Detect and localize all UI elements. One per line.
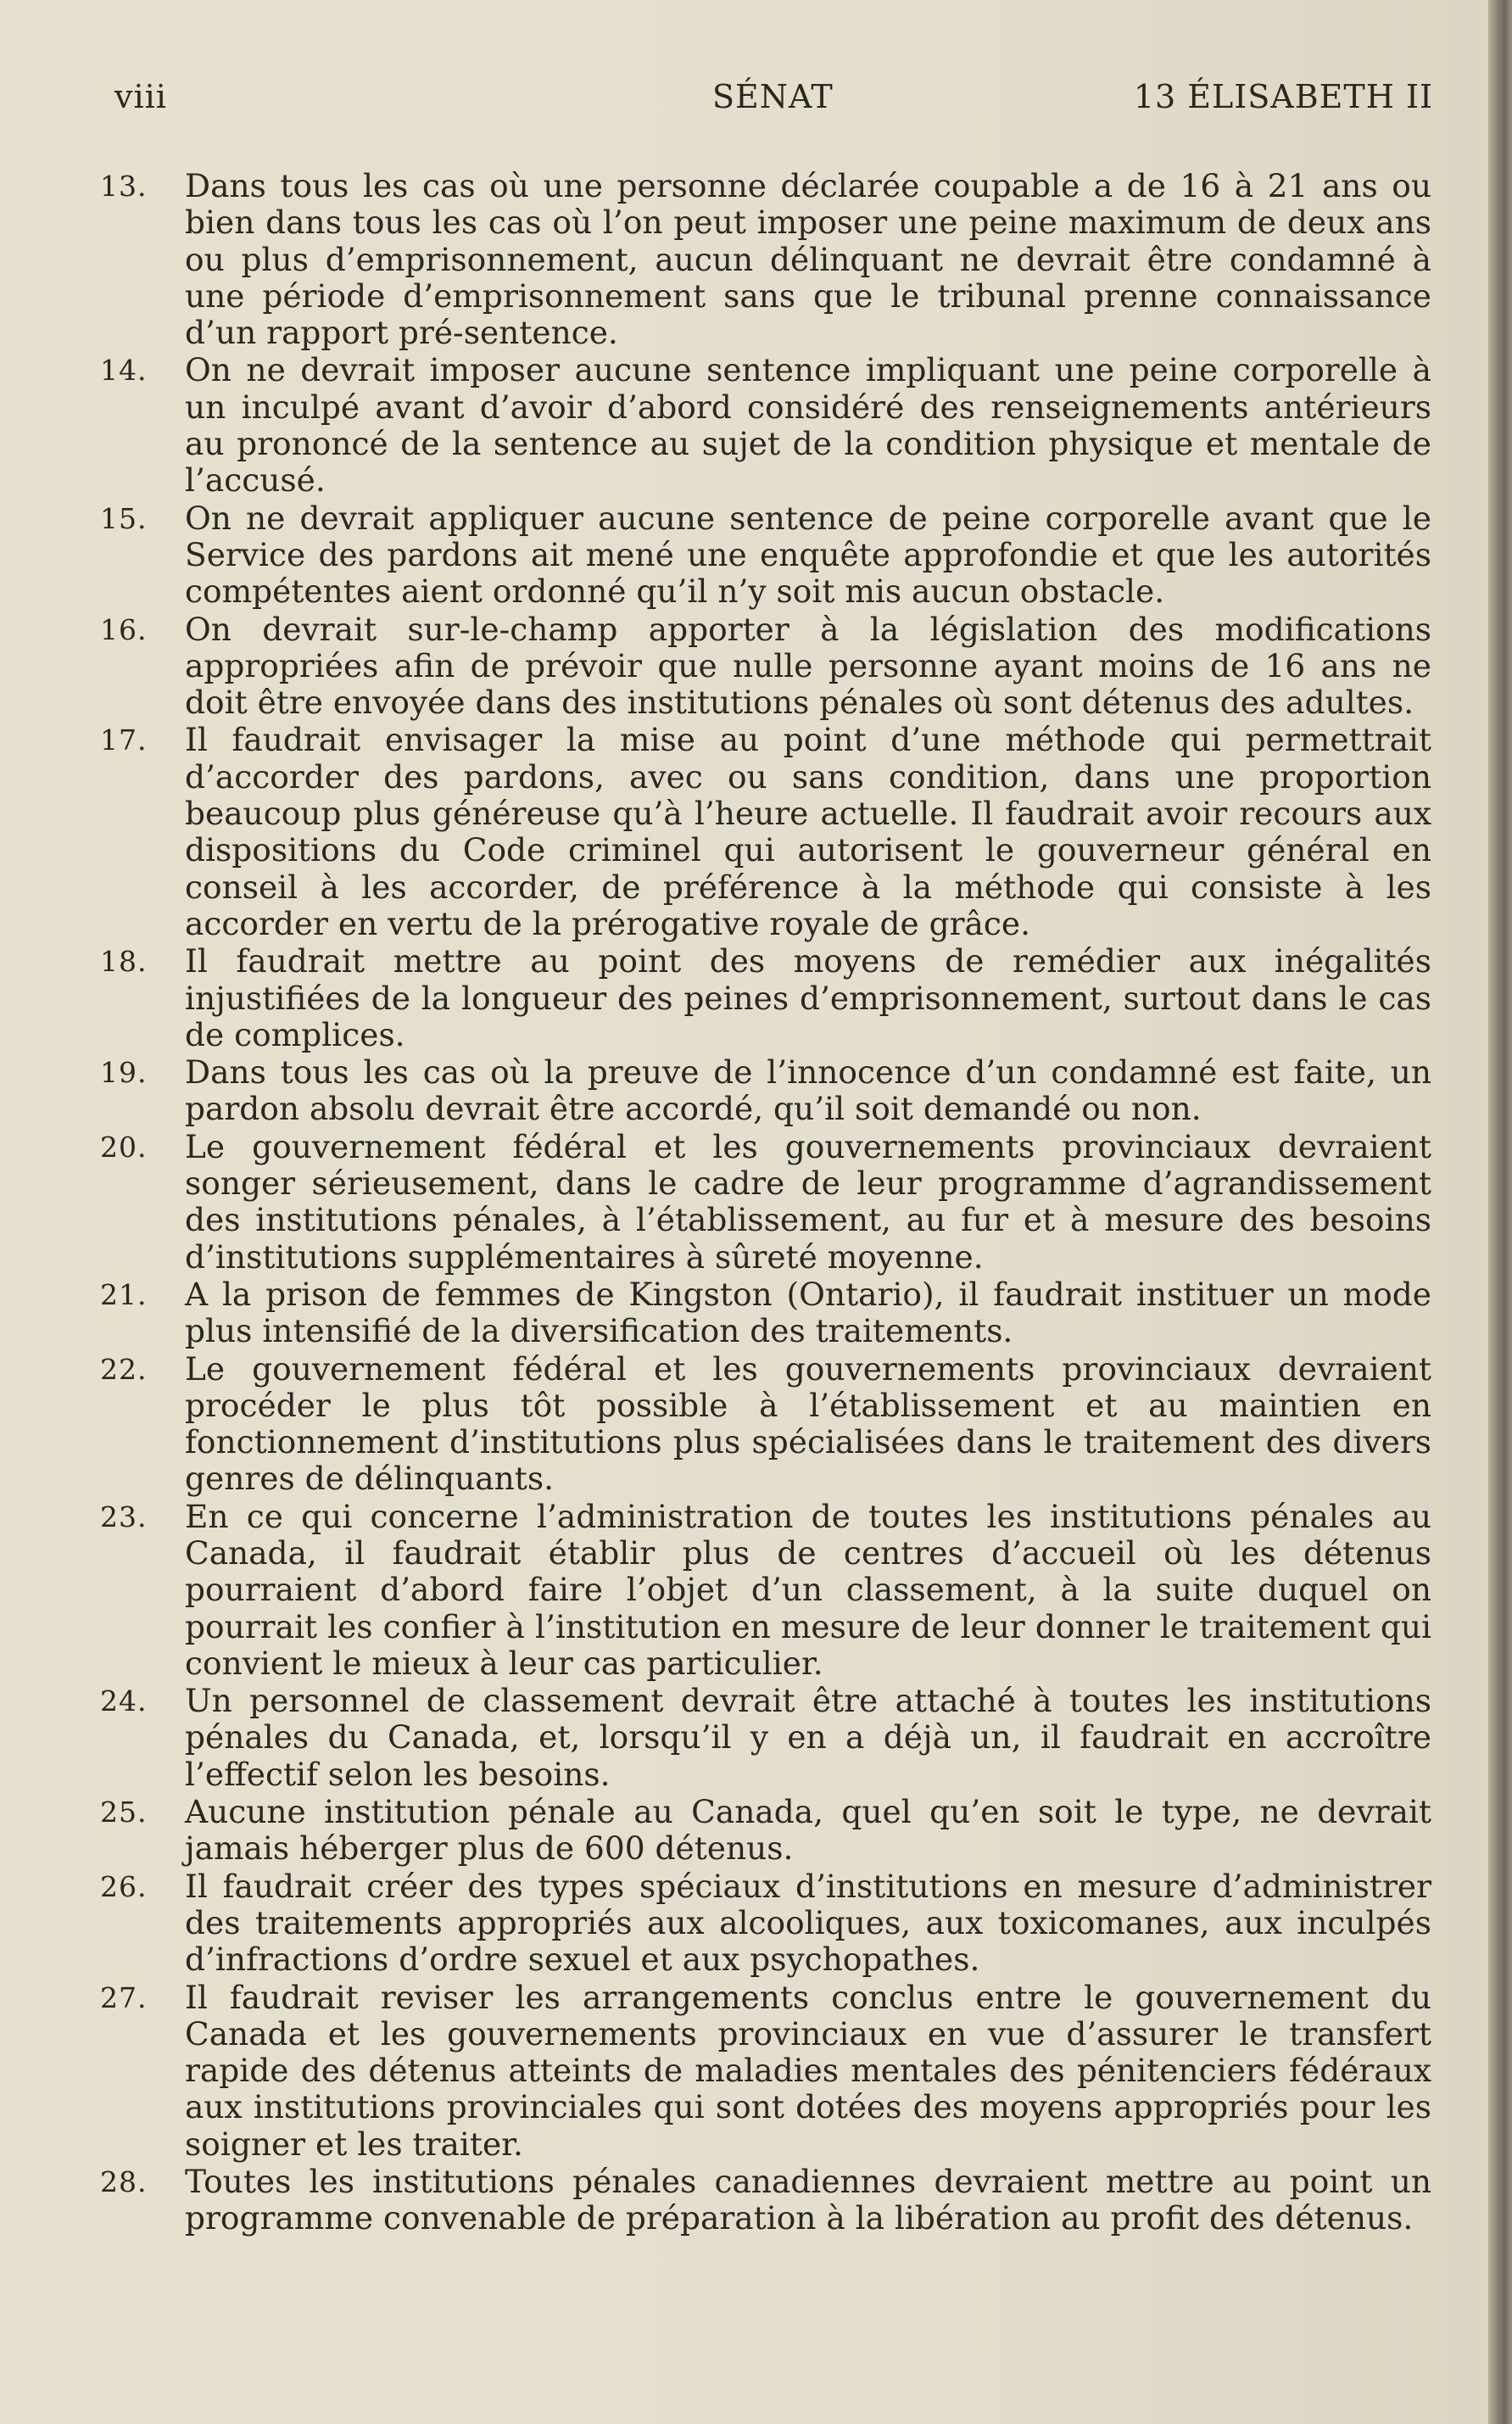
item-number: 22. — [100, 1352, 148, 1386]
list-item — [100, 2164, 1431, 2237]
list-item — [100, 1276, 1431, 1350]
item-text: Il faudrait créer des types spéciaux d’institutions en mesure d’administrer des traitements appropriés aux alcooliques, aux toxicomanes, aux inculpés d’infractions d’ordre sexuel et aux psychopathes. — [185, 1867, 1431, 1979]
item-text: Toutes les institutions pénales canadiennes devraient mettre au point un programme convenable de préparation à la libération au profit des détenus. — [185, 2163, 1431, 2237]
recommendations-list — [100, 168, 1431, 2238]
list-item — [100, 612, 1431, 722]
item-text: On devrait sur-le-champ apporter à la législation des modifications appropriées afin de prévoir que nulle personne ayant moins de 16 ans ne doit être envoyée dans des institutions pénales où sont détenus des adultes. — [185, 610, 1431, 722]
item-text: On ne devrait appliquer aucune sentence de peine corporelle avant que le Service des pardons ait mené une enquête approfondie et que les autorités compétentes aient ordonné qu’il n’y soit mis aucun obstacle. — [185, 499, 1431, 611]
item-text: En ce qui concerne l’administration de toutes les institutions pénales au Canada, il faudrait établir plus de centres d’accueil où les détenus pourraient d’abord faire l’objet d’un classement, à la suite duquel on pourrait les confier à l’institution en mesure de leur donner le traitement qui convient le mieux à leur cas particulier. — [185, 1497, 1431, 1682]
list-item — [100, 1499, 1431, 1682]
item-number: 14. — [100, 354, 148, 388]
list-item — [100, 1054, 1431, 1128]
page-edge-shadow — [1488, 0, 1512, 2424]
item-text: Il faudrait reviser les arrangements conclus entre le gouvernement du Canada et les gouvernements provinciaux en vue d’assurer le transfert rapide des détenus atteints de maladies mentales des pénitenciers fédéraux aux institutions provinciales qui sont dotées des moyens appropriés pour les soigner et les traiter. — [185, 1978, 1431, 2163]
list-item — [100, 1351, 1431, 1498]
item-text: Il faudrait mettre au point des moyens de remédier aux inégalités injustifiées de la longueur des peines d’emprisonnement, surtout dans le cas de complices. — [185, 942, 1431, 1053]
item-number: 27. — [100, 1980, 148, 2014]
item-number: 16. — [100, 612, 148, 646]
running-header — [114, 78, 1433, 129]
item-number: 28. — [100, 2165, 148, 2199]
list-item — [100, 722, 1431, 942]
item-text: Aucune institution pénale au Canada, quel qu’en soit le type, ne devrait jamais héberger plus de 600 détenus. — [185, 1793, 1431, 1868]
list-item — [100, 943, 1431, 1053]
item-number: 18. — [100, 945, 148, 979]
item-text: Dans tous les cas où la preuve de l’innocence d’un condamné est faite, un pardon absolu devrait être accordé, qu’il soit demandé ou non. — [185, 1053, 1431, 1128]
item-text: On ne devrait imposer aucune sentence impliquant une peine corporelle à un inculpé avant d’avoir d’abord considéré des renseignements antérieurs au prononcé de la sentence au sujet de la condition physique et mentale de l’accusé. — [185, 351, 1431, 500]
item-text: Un personnel de classement devrait être attaché à toutes les institutions pénales du Canada, et, lorsqu’il y en a déjà un, il faudrait en accroître l’effectif selon les besoins. — [185, 1682, 1431, 1793]
page-number: viii — [114, 78, 167, 115]
item-text: Le gouvernement fédéral et les gouvernements provinciaux devraient procéder le plus tôt possible à l’établissement et au maintien en fonctionnement d’institutions plus spécialisées dans le traitement des divers genres de délinquants. — [185, 1349, 1431, 1498]
list-item — [100, 1794, 1431, 1868]
item-number: 15. — [100, 501, 148, 535]
item-number: 23. — [100, 1500, 148, 1533]
item-number: 17. — [100, 723, 148, 757]
header-title: SÉNAT — [712, 78, 834, 115]
list-item — [100, 1868, 1431, 1979]
item-text: Il faudrait envisager la mise au point d’une méthode qui permettrait d’accorder des pardons, avec ou sans condition, dans une proportion beaucoup plus généreuse qu’à l’heure actuelle. Il faudrait avoir recours aux dispositions du Code criminel qui autorisent le gouverneur général en conseil à les accorder, de préférence à la méthode qui consiste à les accorder en vertu de la prérogative royale de grâce. — [185, 721, 1431, 942]
item-number: 13. — [100, 170, 148, 203]
item-number: 24. — [100, 1684, 148, 1718]
list-item — [100, 168, 1431, 351]
item-number: 25. — [100, 1796, 148, 1829]
item-text: Dans tous les cas où une personne déclarée coupable a de 16 à 21 ans ou bien dans tous les cas où l’on peut imposer une peine maximum de deux ans ou plus d’emprisonnement, aucun délinquant ne devrait être condamné à une période d’emprisonnement sans que le tribunal prenne connaissance d’un rapport pré-sentence. — [185, 167, 1431, 352]
list-item — [100, 352, 1431, 499]
item-number: 20. — [100, 1130, 148, 1164]
list-item — [100, 1980, 1431, 2163]
list-item — [100, 1683, 1431, 1793]
header-session: 13 ÉLISABETH II — [1133, 78, 1433, 115]
item-text: A la prison de femmes de Kingston (Ontario), il faudrait instituer un mode plus intensifié de la diversification des traitements. — [185, 1275, 1431, 1350]
item-number: 19. — [100, 1056, 148, 1090]
list-item — [100, 1129, 1431, 1276]
item-text: Le gouvernement fédéral et les gouvernements provinciaux devraient songer sérieusement, dans le cadre de leur programme d’agrandissement des institutions pénales, à l’établissement, au fur et à mesure des besoins d’institutions supplémentaires à sûreté moyenne. — [185, 1127, 1431, 1276]
item-number: 26. — [100, 1869, 148, 1903]
list-item — [100, 500, 1431, 611]
item-number: 21. — [100, 1277, 148, 1311]
